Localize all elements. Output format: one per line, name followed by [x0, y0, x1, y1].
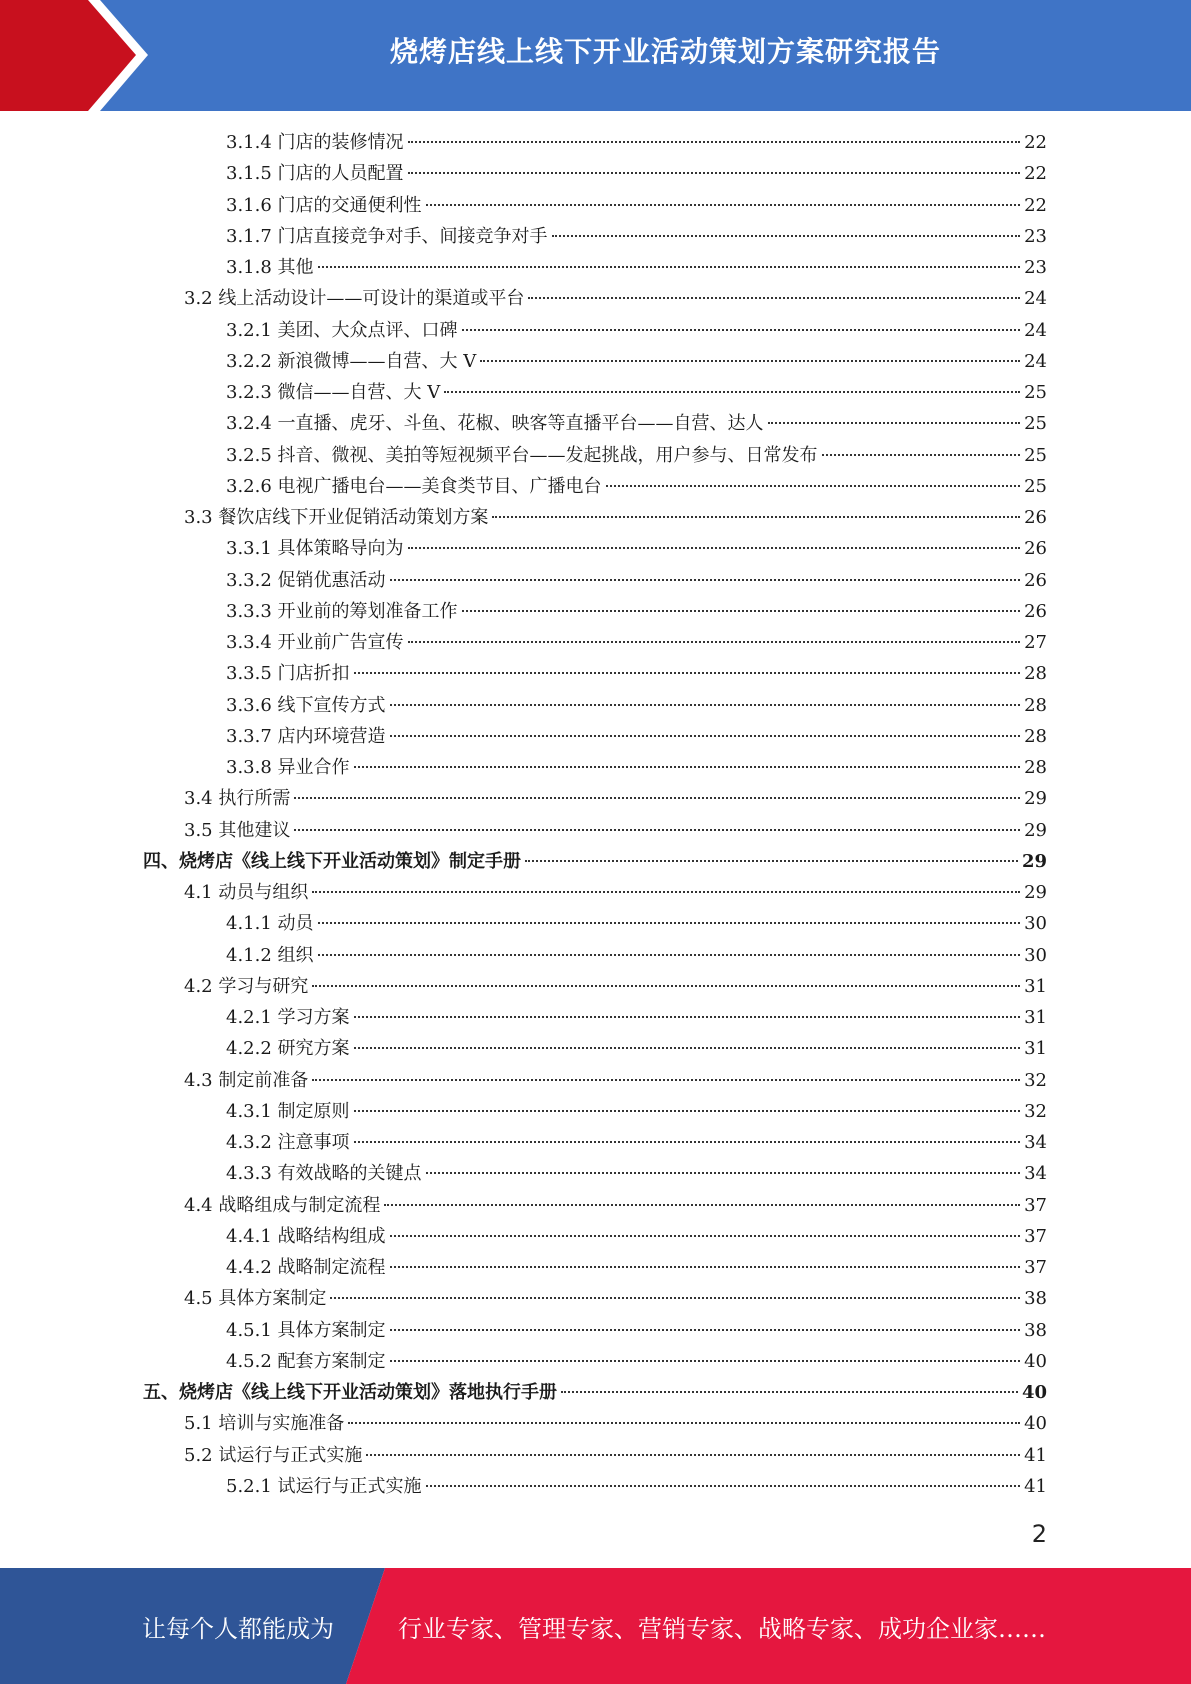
toc-entry-page: 41	[1024, 1475, 1047, 1497]
toc-entry[interactable]	[226, 1221, 1047, 1252]
toc-dot-leader	[318, 922, 1021, 924]
toc-entry-page: 24	[1024, 319, 1047, 341]
toc-entry-label: 3.2.4 一直播、虎牙、斗鱼、花椒、映客等直播平台——自营、达人	[226, 413, 764, 435]
toc-entry-label: 4.3 制定前准备	[184, 1069, 309, 1091]
toc-entry[interactable]	[184, 877, 1047, 908]
toc-entry-label: 5.2 试运行与正式实施	[184, 1444, 363, 1466]
toc-entry-page: 28	[1024, 725, 1047, 747]
toc-entry-label: 5.1 培训与实施准备	[184, 1413, 345, 1435]
toc-dot-leader	[318, 954, 1021, 956]
header-arrow-graphic	[0, 0, 160, 111]
toc-dot-leader	[390, 1266, 1021, 1268]
toc-entry-page: 28	[1024, 757, 1047, 778]
toc-entry-page: 26	[1024, 600, 1047, 622]
toc-dot-leader	[390, 1360, 1021, 1362]
toc-dot-leader	[354, 672, 1021, 674]
toc-entry[interactable]	[226, 565, 1047, 596]
toc-entry-label: 4.1.2 组织	[226, 944, 314, 966]
toc-entry[interactable]	[226, 440, 1047, 471]
toc-entry-label: 3.2.5 抖音、微视、美拍等短视频平台——发起挑战，用户参与、日常发布	[226, 444, 818, 466]
toc-entry-label: 3.1.6 门店的交通便利性	[226, 194, 422, 216]
toc-entry-page: 28	[1024, 663, 1047, 685]
toc-entry[interactable]	[226, 752, 1047, 783]
toc-entry-label: 4.3.2 注意事项	[226, 1132, 350, 1153]
toc-dot-leader	[366, 1454, 1020, 1456]
footer-slogan-right: 行业专家、管理专家、营销专家、战略专家、成功企业家……	[398, 1614, 1046, 1643]
toc-entry-label: 3.3.3 开业前的筹划准备工作	[226, 600, 458, 622]
toc-entry[interactable]	[184, 971, 1047, 1002]
toc-entry-page: 40	[1021, 1382, 1047, 1403]
toc-dot-leader	[408, 547, 1021, 549]
toc-entry[interactable]	[184, 815, 1047, 846]
toc-entry-page: 24	[1024, 288, 1047, 310]
toc-entry[interactable]	[226, 408, 1047, 439]
toc-dot-leader	[462, 329, 1021, 331]
toc-entry-label: 3.3.1 具体策略导向为	[226, 538, 404, 560]
toc-entry[interactable]	[184, 283, 1047, 314]
toc-entry[interactable]	[226, 533, 1047, 564]
toc-dot-leader	[354, 1047, 1021, 1049]
toc-entry[interactable]	[226, 1127, 1047, 1158]
toc-entry-page: 40	[1024, 1413, 1047, 1435]
toc-entry[interactable]	[226, 190, 1047, 221]
toc-entry-page: 23	[1024, 257, 1047, 278]
toc-entry-page: 26	[1024, 569, 1047, 591]
toc-dot-leader	[348, 1422, 1020, 1424]
toc-dot-leader	[354, 1110, 1021, 1112]
toc-entry[interactable]	[226, 940, 1047, 971]
header-banner	[0, 0, 1191, 111]
toc-entry-page: 29	[1024, 819, 1047, 841]
toc-entry-page: 40	[1024, 1350, 1047, 1372]
toc-entry-label: 五、烧烤店《线上线下开业活动策划》落地执行手册	[143, 1382, 557, 1403]
toc-entry-page: 32	[1024, 1069, 1047, 1091]
toc-entry[interactable]	[226, 158, 1047, 189]
toc-entry[interactable]	[226, 690, 1047, 721]
toc-entry-label: 4.5.2 配套方案制定	[226, 1350, 386, 1372]
footer-banner	[0, 1568, 1191, 1684]
toc-entry-page: 30	[1024, 944, 1047, 966]
toc-entry-label: 4.4 战略组成与制定流程	[184, 1194, 381, 1216]
toc-dot-leader	[312, 1079, 1020, 1081]
toc-entry[interactable]	[226, 1471, 1047, 1502]
toc-entry[interactable]	[143, 1377, 1047, 1408]
toc-dot-leader	[525, 860, 1018, 862]
toc-entry-page: 26	[1024, 538, 1047, 560]
toc-entry-label: 4.4.2 战略制定流程	[226, 1257, 386, 1278]
toc-dot-leader	[552, 235, 1021, 237]
toc-dot-leader	[426, 1485, 1021, 1487]
toc-dot-leader	[606, 485, 1021, 487]
toc-entry-page: 29	[1024, 788, 1047, 810]
toc-dot-leader	[390, 735, 1021, 737]
toc-entry-label: 4.3.3 有效战略的关键点	[226, 1163, 422, 1185]
toc-dot-leader	[426, 1172, 1021, 1174]
toc-entry-page: 28	[1024, 694, 1047, 716]
toc-entry[interactable]	[226, 658, 1047, 689]
toc-dot-leader	[768, 422, 1021, 424]
toc-entry-page: 24	[1024, 350, 1047, 372]
toc-dot-leader	[390, 704, 1021, 706]
toc-dot-leader	[294, 829, 1020, 831]
toc-entry[interactable]	[184, 502, 1047, 533]
toc-entry[interactable]	[226, 377, 1047, 408]
toc-entry-page: 31	[1024, 975, 1047, 997]
toc-entry-label: 3.3.7 店内环境营造	[226, 725, 386, 747]
toc-entry[interactable]	[184, 1190, 1047, 1221]
toc-entry-page: 25	[1024, 382, 1047, 403]
toc-entry-page: 32	[1024, 1100, 1047, 1122]
toc-entry-label: 3.1.4 门店的装修情况	[226, 132, 404, 153]
toc-entry[interactable]	[226, 315, 1047, 346]
toc-entry-page: 29	[1021, 850, 1047, 872]
toc-entry-label: 4.4.1 战略结构组成	[226, 1225, 386, 1247]
toc-entry-label: 5.2.1 试运行与正式实施	[226, 1475, 422, 1497]
toc-entry[interactable]	[226, 1158, 1047, 1189]
toc-dot-leader	[390, 1235, 1021, 1237]
toc-dot-leader	[408, 141, 1021, 143]
toc-entry-label: 3.1.5 门店的人员配置	[226, 163, 404, 185]
toc-entry-page: 22	[1024, 163, 1047, 185]
toc-entry-label: 四、烧烤店《线上线下开业活动策划》制定手册	[143, 850, 521, 872]
toc-entry[interactable]	[226, 127, 1047, 158]
toc-entry-label: 3.3.2 促销优惠活动	[226, 569, 386, 591]
toc-dot-leader	[408, 172, 1021, 174]
toc-dot-leader	[480, 360, 1020, 362]
toc-entry-label: 3.2.1 美团、大众点评、口碑	[226, 319, 458, 341]
toc-dot-leader	[528, 297, 1020, 299]
toc-dot-leader	[354, 1016, 1021, 1018]
toc-entry-page: 38	[1024, 1319, 1047, 1341]
toc-entry-page: 26	[1024, 507, 1047, 528]
toc-dot-leader	[294, 797, 1020, 799]
toc-dot-leader	[318, 266, 1021, 268]
toc-entry[interactable]	[226, 346, 1047, 377]
toc-entry[interactable]	[226, 1346, 1047, 1377]
toc-entry[interactable]	[184, 783, 1047, 814]
toc-entry-label: 3.1.7 门店直接竞争对手、间接竞争对手	[226, 225, 548, 247]
toc-entry-label: 4.2.1 学习方案	[226, 1007, 350, 1028]
toc-entry[interactable]	[226, 471, 1047, 502]
toc-entry[interactable]	[184, 1408, 1047, 1439]
toc-entry-label: 3.3 餐饮店线下开业促销活动策划方案	[184, 507, 489, 528]
toc-entry-page: 25	[1024, 413, 1047, 435]
toc-entry[interactable]	[226, 596, 1047, 627]
toc-entry-label: 3.1.8 其他	[226, 257, 314, 278]
toc-dot-leader	[492, 516, 1020, 518]
toc-entry-label: 3.2 线上活动设计——可设计的渠道或平台	[184, 288, 525, 310]
toc-entry-page: 31	[1024, 1007, 1047, 1028]
toc-entry[interactable]	[184, 1065, 1047, 1096]
toc-dot-leader	[408, 641, 1021, 643]
toc-dot-leader	[384, 1204, 1020, 1206]
toc-entry-page: 30	[1024, 913, 1047, 935]
toc-entry-page: 37	[1024, 1194, 1047, 1216]
toc-entry[interactable]	[226, 1002, 1047, 1033]
toc-dot-leader	[390, 579, 1021, 581]
toc-entry[interactable]	[226, 627, 1047, 658]
toc-entry[interactable]	[226, 1252, 1047, 1283]
toc-entry-label: 4.2 学习与研究	[184, 975, 309, 997]
toc-entry-label: 3.3.6 线下宣传方式	[226, 694, 386, 716]
toc-dot-leader	[390, 1329, 1021, 1331]
toc-entry[interactable]	[184, 1440, 1047, 1471]
toc-entry-page: 31	[1024, 1038, 1047, 1060]
toc-entry[interactable]	[226, 221, 1047, 252]
toc-entry-label: 3.2.2 新浪微博——自营、大 V	[226, 350, 477, 372]
toc-entry-page: 37	[1024, 1225, 1047, 1247]
toc-dot-leader	[330, 1297, 1020, 1299]
toc-entry-label: 4.5.1 具体方案制定	[226, 1319, 386, 1341]
toc-entry-page: 25	[1024, 444, 1047, 466]
page-number: 2	[1031, 1520, 1047, 1548]
footer-slogan-left: 让每个人都能成为	[142, 1614, 334, 1643]
toc-entry-page: 23	[1024, 225, 1047, 247]
toc-dot-leader	[561, 1391, 1018, 1393]
toc-entry-label: 3.3.8 异业合作	[226, 757, 350, 778]
toc-dot-leader	[354, 1141, 1021, 1143]
toc-entry-label: 3.2.6 电视广播电台——美食类节目、广播电台	[226, 475, 602, 497]
toc-entry[interactable]	[226, 1096, 1047, 1127]
toc-entry-label: 4.2.2 研究方案	[226, 1038, 350, 1060]
toc-dot-leader	[822, 454, 1021, 456]
toc-entry[interactable]	[226, 1315, 1047, 1346]
toc-dot-leader	[312, 985, 1020, 987]
toc-entry[interactable]	[226, 1033, 1047, 1064]
toc-dot-leader	[462, 610, 1021, 612]
toc-entry-page: 27	[1024, 632, 1047, 653]
toc-entry-page: 38	[1024, 1288, 1047, 1310]
toc-entry-label: 3.2.3 微信——自营、大 V	[226, 382, 441, 403]
toc-entry[interactable]	[226, 721, 1047, 752]
toc-entry-label: 4.3.1 制定原则	[226, 1100, 350, 1122]
toc-entry[interactable]	[184, 1283, 1047, 1314]
toc-dot-leader	[426, 204, 1021, 206]
toc-entry-label: 3.4 执行所需	[184, 788, 291, 810]
toc-entry-label: 4.1.1 动员	[226, 913, 314, 935]
toc-entry-page: 37	[1024, 1257, 1047, 1278]
toc-entry-page: 22	[1024, 132, 1047, 153]
toc-entry-page: 34	[1024, 1163, 1047, 1185]
toc-entry-page: 22	[1024, 194, 1047, 216]
toc-entry[interactable]	[226, 252, 1047, 283]
toc-dot-leader	[312, 891, 1020, 893]
toc-entry-page: 34	[1024, 1132, 1047, 1153]
toc-entry-page: 25	[1024, 475, 1047, 497]
toc-entry-label: 4.5 具体方案制定	[184, 1288, 327, 1310]
toc-entry-page: 41	[1024, 1444, 1047, 1466]
toc-entry-label: 3.5 其他建议	[184, 819, 291, 841]
toc-entry[interactable]	[143, 846, 1047, 877]
toc-entry-page: 29	[1024, 882, 1047, 903]
toc-dot-leader	[444, 391, 1020, 393]
toc-entry-label: 3.3.4 开业前广告宣传	[226, 632, 404, 653]
document-title: 烧烤店线上线下开业活动策划方案研究报告	[389, 35, 941, 68]
toc-entry-label: 4.1 动员与组织	[184, 882, 309, 903]
toc-entry[interactable]	[226, 908, 1047, 939]
toc-dot-leader	[354, 766, 1021, 768]
toc-entry-label: 3.3.5 门店折扣	[226, 663, 350, 685]
